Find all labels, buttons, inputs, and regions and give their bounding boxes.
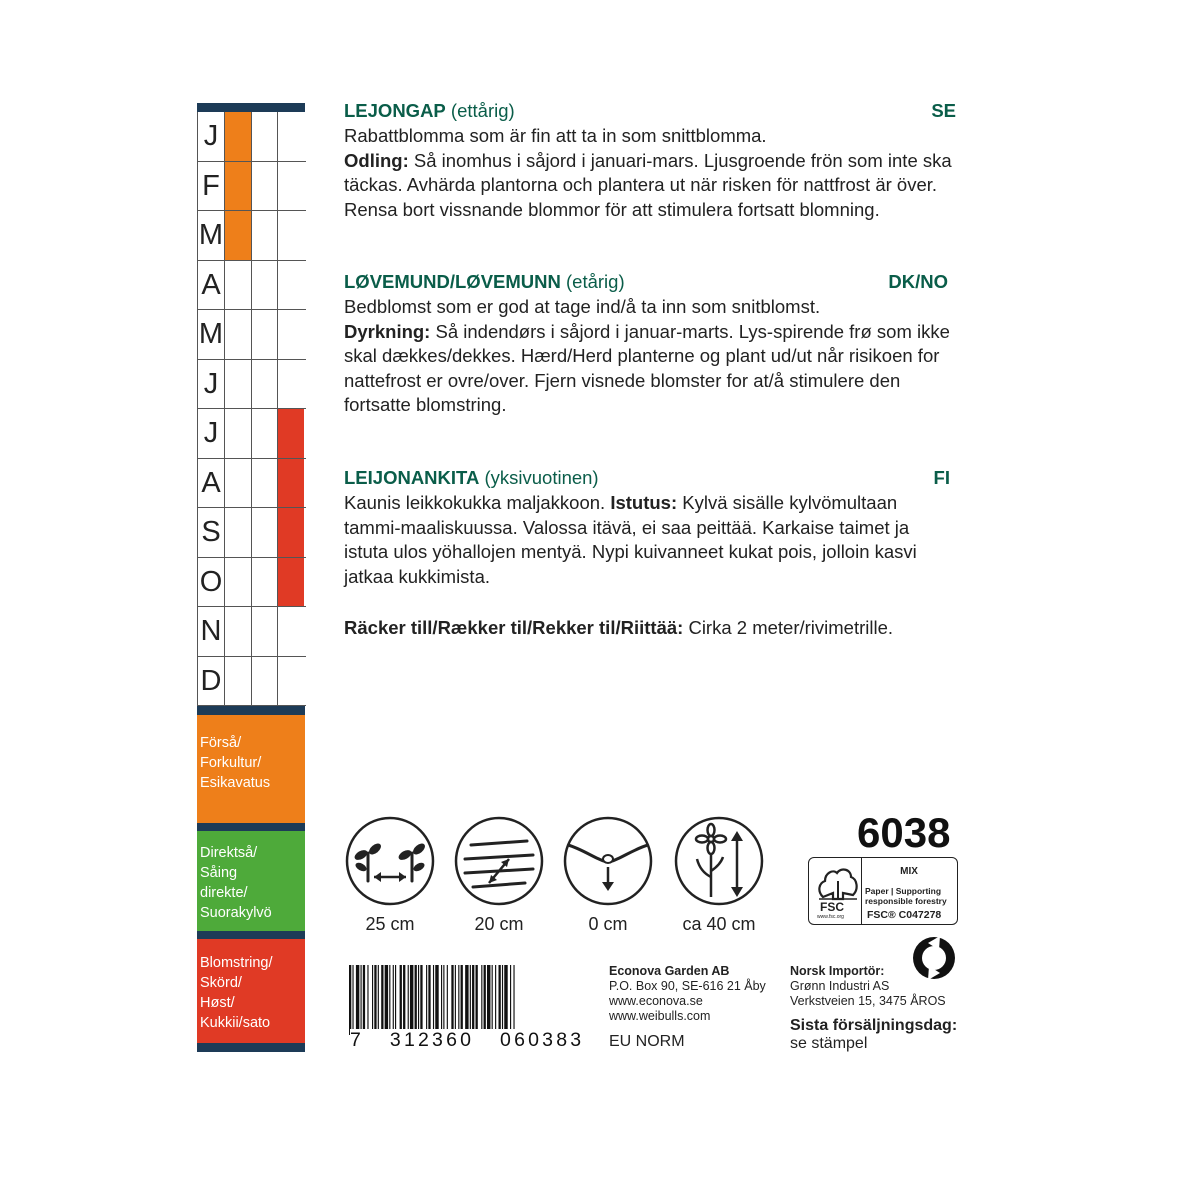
language-code: DK/NO bbox=[888, 271, 948, 292]
calendar-bottom-band bbox=[197, 1043, 305, 1052]
section-intro: Rabattblomma som är fin att ta in som snittblomma. bbox=[344, 125, 767, 146]
fsc-url: www.fsc.org bbox=[817, 914, 844, 920]
calendar-divider bbox=[197, 706, 305, 715]
company-address: P.O. Box 90, SE-616 21 Åby bbox=[609, 979, 766, 993]
calendar-month-row bbox=[198, 261, 306, 311]
fsc-logo bbox=[808, 857, 958, 925]
calendar-column-line bbox=[277, 112, 278, 706]
section-body: Dyrkning: Så indendørs i såjord i januar-marts. Lys-spirende frø som ikke skal dækkes/dekkes. Hærd/Herd planterne og plant ud/ut når risikoen for nattefrost er ovre/over. Fjern visnede blomster for at/å stimulere den fortsatte blomstring. bbox=[344, 320, 950, 415]
calendar-month-row bbox=[198, 310, 306, 360]
eu-norm: EU NORM bbox=[609, 1033, 685, 1050]
importer-name: Grønn Industri AS bbox=[790, 979, 890, 993]
month-letter: F bbox=[202, 169, 220, 202]
calendar-column-line bbox=[224, 112, 225, 706]
month-letter: A bbox=[201, 268, 221, 301]
importer-heading: Norsk Importör: bbox=[790, 964, 885, 978]
sowing-depth-label: 0 cm bbox=[588, 914, 628, 934]
fsc-code: FSC® C047278 bbox=[867, 909, 942, 921]
month-letter: M bbox=[198, 219, 224, 251]
legend-direct-sowing-label: Direktså/ Såing direkte/ Suorakylvö bbox=[200, 845, 272, 921]
calendar-month-row bbox=[198, 459, 306, 509]
section-title: LØVEMUND/LØVEMUNN (etårig) bbox=[344, 271, 625, 292]
row-spacing-label: 20 cm bbox=[474, 914, 524, 934]
legend-flowering bbox=[197, 939, 305, 1043]
section-title: LEJONGAP (ettårig) bbox=[344, 100, 515, 121]
company-name: Econova Garden AB bbox=[609, 964, 730, 978]
language-code: FI bbox=[933, 467, 950, 488]
legend-direct-sowing bbox=[197, 831, 305, 931]
last-sale-date bbox=[790, 1017, 957, 1053]
language-code: SE bbox=[931, 100, 956, 121]
last-sale-value: se stämpel bbox=[790, 1035, 868, 1052]
fsc-mix: MIX bbox=[900, 866, 918, 877]
section-intro: Bedblomst som er god at tage ind/å ta inn som snitblomst. bbox=[344, 296, 821, 317]
calendar-month-row bbox=[198, 360, 306, 410]
month-letter: D bbox=[200, 664, 222, 697]
yield-label: Räcker till/Rækker til/Rekker til/Riittää: bbox=[344, 617, 684, 638]
section-title: LEIJONANKITA (yksivuotinen) bbox=[344, 467, 599, 488]
sowing-depth bbox=[562, 815, 654, 935]
month-letter: A bbox=[201, 466, 221, 499]
company-info bbox=[609, 964, 766, 1024]
fsc-brand: FSC bbox=[820, 900, 844, 914]
legend-sowing-indoor bbox=[197, 715, 305, 823]
product-number: 6038 bbox=[857, 809, 951, 856]
legend-flowering-label: Blomstring/ Skörd/ Høst/ Kukkii/sato bbox=[200, 955, 273, 1031]
row-spacing bbox=[453, 815, 545, 935]
section-finnish bbox=[344, 466, 958, 589]
calendar-month-row bbox=[198, 607, 306, 657]
plant-height-icon bbox=[673, 815, 765, 907]
month-letter: J bbox=[203, 367, 219, 400]
section-body: Kaunis leikkokukka maljakkoon. Istutus: Kylvä sisälle kylvömultaan tammi-maaliskuussa. Valossa itävä, ei saa peittää. Karkaise taimet ja istuta ulos yöhallojen mentyä. Nypi kuivanneet kukat pois, jolloin kasvi jatkaa kukkimista. bbox=[344, 492, 917, 587]
company-web-econova[interactable]: www.econova.se bbox=[609, 994, 703, 1008]
plant-spacing bbox=[344, 815, 436, 935]
legend-divider bbox=[197, 823, 305, 831]
importer-info bbox=[790, 964, 946, 1009]
calendar-month-row bbox=[198, 409, 306, 459]
plant-spacing-icon bbox=[344, 815, 436, 907]
month-letter: O bbox=[199, 565, 223, 598]
barcode-digits: 7 312360 060383 bbox=[350, 1029, 585, 1051]
calendar-month-row bbox=[198, 162, 306, 212]
fsc-line2: responsible forestry bbox=[865, 896, 947, 906]
calendar-column-line bbox=[251, 112, 252, 706]
plant-height-label: ca 40 cm bbox=[682, 914, 756, 934]
sowing-calendar bbox=[197, 103, 305, 1031]
section-danish-norwegian bbox=[344, 270, 956, 418]
legend-sowing-indoor-label: Förså/ Forkultur/ Esikavatus bbox=[200, 735, 271, 791]
fsc-line1: Paper | Supporting bbox=[865, 886, 942, 896]
legend-divider bbox=[197, 931, 305, 939]
calendar-month-row bbox=[198, 657, 306, 707]
month-letter: J bbox=[203, 120, 219, 152]
month-letter: J bbox=[203, 417, 219, 449]
section-body: Odling: Så inomhus i såjord i januari-mars. Ljusgroende frön som inte ska täckas. Avhärda plantorna och plantera ut när risken för nattfrost är över. Rensa bort vissnande blommor för att stimulera fortsatt blomning. bbox=[344, 149, 952, 220]
calendar-top-band bbox=[197, 103, 305, 112]
row-spacing-icon bbox=[453, 815, 545, 907]
month-letter: S bbox=[201, 516, 221, 548]
calendar-month-row bbox=[198, 211, 306, 261]
plant-spacing-label: 25 cm bbox=[365, 914, 415, 934]
section-swedish bbox=[344, 99, 964, 222]
calendar-grid bbox=[197, 112, 305, 706]
company-web-weibulls[interactable]: www.weibulls.com bbox=[609, 1009, 711, 1023]
yield-line bbox=[344, 616, 964, 641]
plant-height bbox=[672, 815, 766, 935]
month-letter: N bbox=[200, 615, 222, 647]
month-letter: M bbox=[198, 318, 224, 350]
importer-address: Verkstveien 15, 3475 ÅROS bbox=[790, 994, 946, 1008]
calendar-month-row bbox=[198, 558, 306, 608]
calendar-month-row bbox=[198, 112, 306, 162]
yield-value: Cirka 2 meter/rivimetrille. bbox=[683, 617, 894, 638]
sowing-depth-icon bbox=[562, 815, 654, 907]
last-sale-heading: Sista försäljningsdag: bbox=[790, 1017, 958, 1034]
calendar-month-row bbox=[198, 508, 306, 558]
